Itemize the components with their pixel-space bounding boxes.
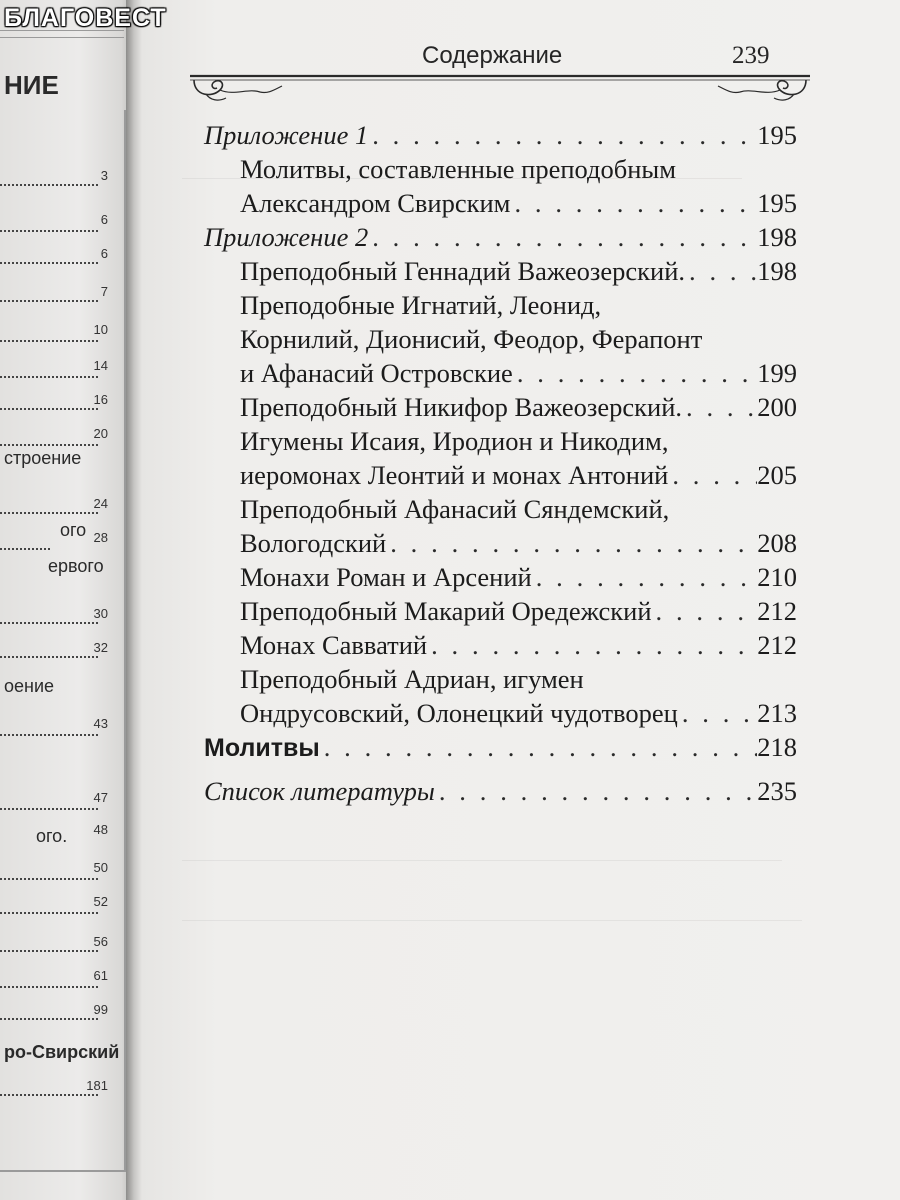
previous-page-number: 6 xyxy=(100,212,108,227)
leader-dots xyxy=(685,254,757,288)
leader-dots xyxy=(0,512,98,514)
toc-entry xyxy=(204,118,797,152)
previous-page-number: 16 xyxy=(93,392,108,407)
toc-entry xyxy=(204,774,797,808)
leader-dots xyxy=(0,300,98,302)
toc-entry xyxy=(240,424,797,492)
toc-entry-title: Корнилий, Дионисий, Феодор, Ферапонт xyxy=(240,324,703,354)
toc-entry-title: Преподобный Адриан, игумен xyxy=(240,664,584,694)
leader-dots xyxy=(0,1094,98,1096)
toc-entry-page: 198 xyxy=(757,256,797,286)
leader-dots xyxy=(368,118,757,152)
toc-entry-title: иеромонах Леонтий и монах Антоний xyxy=(240,460,669,490)
header-ornament-rule xyxy=(186,66,814,106)
toc-entry-page: 195 xyxy=(757,120,797,150)
previous-page-number: 181 xyxy=(86,1078,108,1093)
toc-entry-title: Преподобный Афанасий Сяндемский, xyxy=(240,494,670,524)
toc-entry-page: 200 xyxy=(757,392,797,422)
previous-page-number: 24 xyxy=(93,496,108,511)
toc-entry xyxy=(240,492,797,560)
leader-dots xyxy=(0,262,98,264)
previous-page-fragment: ого xyxy=(60,520,87,540)
leader-dots xyxy=(0,950,98,952)
leader-dots xyxy=(0,408,98,410)
toc-entry-page: 213 xyxy=(757,698,797,728)
toc-entry-title: Преподобный Макарий Оредежский xyxy=(240,596,652,626)
watermark-logo: БЛАГОВЕСТ xyxy=(4,4,167,32)
toc-entry xyxy=(240,254,797,288)
leader-dots xyxy=(0,734,98,736)
book-gutter xyxy=(126,0,142,1200)
toc-entry xyxy=(240,662,797,730)
toc-entry-title: Преподобные Игнатий, Леонид, xyxy=(240,290,602,320)
toc-entry-page: 199 xyxy=(757,358,797,388)
leader-dots xyxy=(0,340,98,342)
previous-page-fragment: строение xyxy=(4,448,82,468)
leader-dots xyxy=(0,878,98,880)
toc-entry xyxy=(240,288,797,390)
table-of-contents xyxy=(204,118,797,808)
leader-dots xyxy=(0,912,98,914)
previous-page-number: 10 xyxy=(93,322,108,337)
toc-entry-page: 210 xyxy=(757,562,797,592)
toc-entry-title: Приложение 2 xyxy=(204,222,369,252)
toc-entry-page: 205 xyxy=(757,460,797,490)
leader-dots xyxy=(0,1018,98,1020)
leader-dots xyxy=(0,808,98,810)
previous-page-number: 43 xyxy=(93,716,108,731)
toc-entry xyxy=(240,152,797,220)
toc-entry-page: 195 xyxy=(757,188,797,218)
previous-page-number: 30 xyxy=(93,606,108,621)
previous-page-number: 3 xyxy=(100,168,108,183)
previous-page-heading-fragment: НИЕ xyxy=(4,70,59,100)
toc-entry-page: 212 xyxy=(757,630,797,660)
running-title: Содержание xyxy=(422,42,563,69)
leader-dots xyxy=(368,220,757,254)
previous-page-strip xyxy=(0,0,132,1200)
toc-entry-title: и Афанасий Островские xyxy=(240,358,513,388)
previous-page-fragment: оение xyxy=(4,676,55,696)
leader-dots xyxy=(386,526,757,560)
toc-entry xyxy=(204,730,797,764)
previous-page-fragment: ро-Свирский xyxy=(4,1042,120,1062)
previous-page-number: 20 xyxy=(93,426,108,441)
toc-entry xyxy=(240,628,797,662)
leader-dots xyxy=(0,622,98,624)
leader-dots xyxy=(427,628,757,662)
toc-entry-title: Молитвы xyxy=(204,734,320,762)
toc-entry-title: Игумены Исаия, Иродион и Никодим, xyxy=(240,426,669,456)
toc-entry-title: Ондрусовский, Олонецкий чудотворец xyxy=(240,698,678,728)
previous-page-number: 52 xyxy=(93,894,108,909)
contents-page xyxy=(142,0,900,1200)
leader-dots xyxy=(678,696,757,730)
leader-dots xyxy=(532,560,758,594)
toc-entry-title: Преподобный Геннадий Важеозерский. xyxy=(240,256,686,286)
previous-page-number: 48 xyxy=(93,822,108,837)
toc-entry-title: Приложение 1 xyxy=(204,120,369,150)
previous-page-number: 14 xyxy=(93,358,108,373)
previous-page-number: 61 xyxy=(93,968,108,983)
toc-entry-page: 198 xyxy=(757,222,797,252)
toc-entry-title: Преподобный Никифор Важеозерский. xyxy=(240,392,683,422)
previous-page-number: 7 xyxy=(100,284,108,299)
leader-dots xyxy=(510,186,757,220)
toc-entry-page: 212 xyxy=(757,596,797,626)
previous-page-number: 6 xyxy=(100,246,108,261)
toc-entry-title: Список литературы xyxy=(204,776,435,806)
leader-dots xyxy=(652,594,758,628)
bleed-through-line xyxy=(182,920,802,921)
leader-dots xyxy=(513,356,757,390)
leader-dots xyxy=(0,376,98,378)
leader-dots xyxy=(0,986,98,988)
leader-dots xyxy=(0,444,98,446)
previous-page-number: 56 xyxy=(93,934,108,949)
previous-page-number: 28 xyxy=(93,530,108,545)
toc-entry-page: 235 xyxy=(757,776,797,806)
previous-page-number: 32 xyxy=(93,640,108,655)
toc-entry-title: Вологодский xyxy=(240,528,387,558)
spacer xyxy=(204,764,797,774)
previous-page-number: 50 xyxy=(93,860,108,875)
toc-entry-page: 208 xyxy=(757,528,797,558)
toc-entry-title: Монах Савватий xyxy=(240,630,428,660)
toc-entry-title: Молитвы, составленные преподобным xyxy=(240,154,676,184)
leader-dots xyxy=(0,548,50,550)
toc-entry xyxy=(240,594,797,628)
leader-dots xyxy=(0,230,98,232)
toc-entry xyxy=(240,390,797,424)
leader-dots xyxy=(682,390,757,424)
toc-entry xyxy=(240,560,797,594)
leader-dots xyxy=(435,774,757,808)
previous-page-fragment: ого. xyxy=(36,826,68,846)
bleed-through-line xyxy=(182,860,782,861)
leader-dots xyxy=(0,184,98,186)
previous-page-fragment: ервого xyxy=(48,556,104,576)
toc-entry-page: 218 xyxy=(757,732,797,762)
leader-dots xyxy=(320,730,758,764)
toc-entry-title: Александром Свирским xyxy=(240,188,511,218)
toc-entry-title: Монахи Роман и Арсений xyxy=(240,562,532,592)
previous-page-number: 47 xyxy=(93,790,108,805)
leader-dots xyxy=(668,458,757,492)
toc-entry xyxy=(204,220,797,254)
page-number: 239 xyxy=(732,42,770,69)
leader-dots xyxy=(0,656,98,658)
previous-page-number: 99 xyxy=(93,1002,108,1017)
